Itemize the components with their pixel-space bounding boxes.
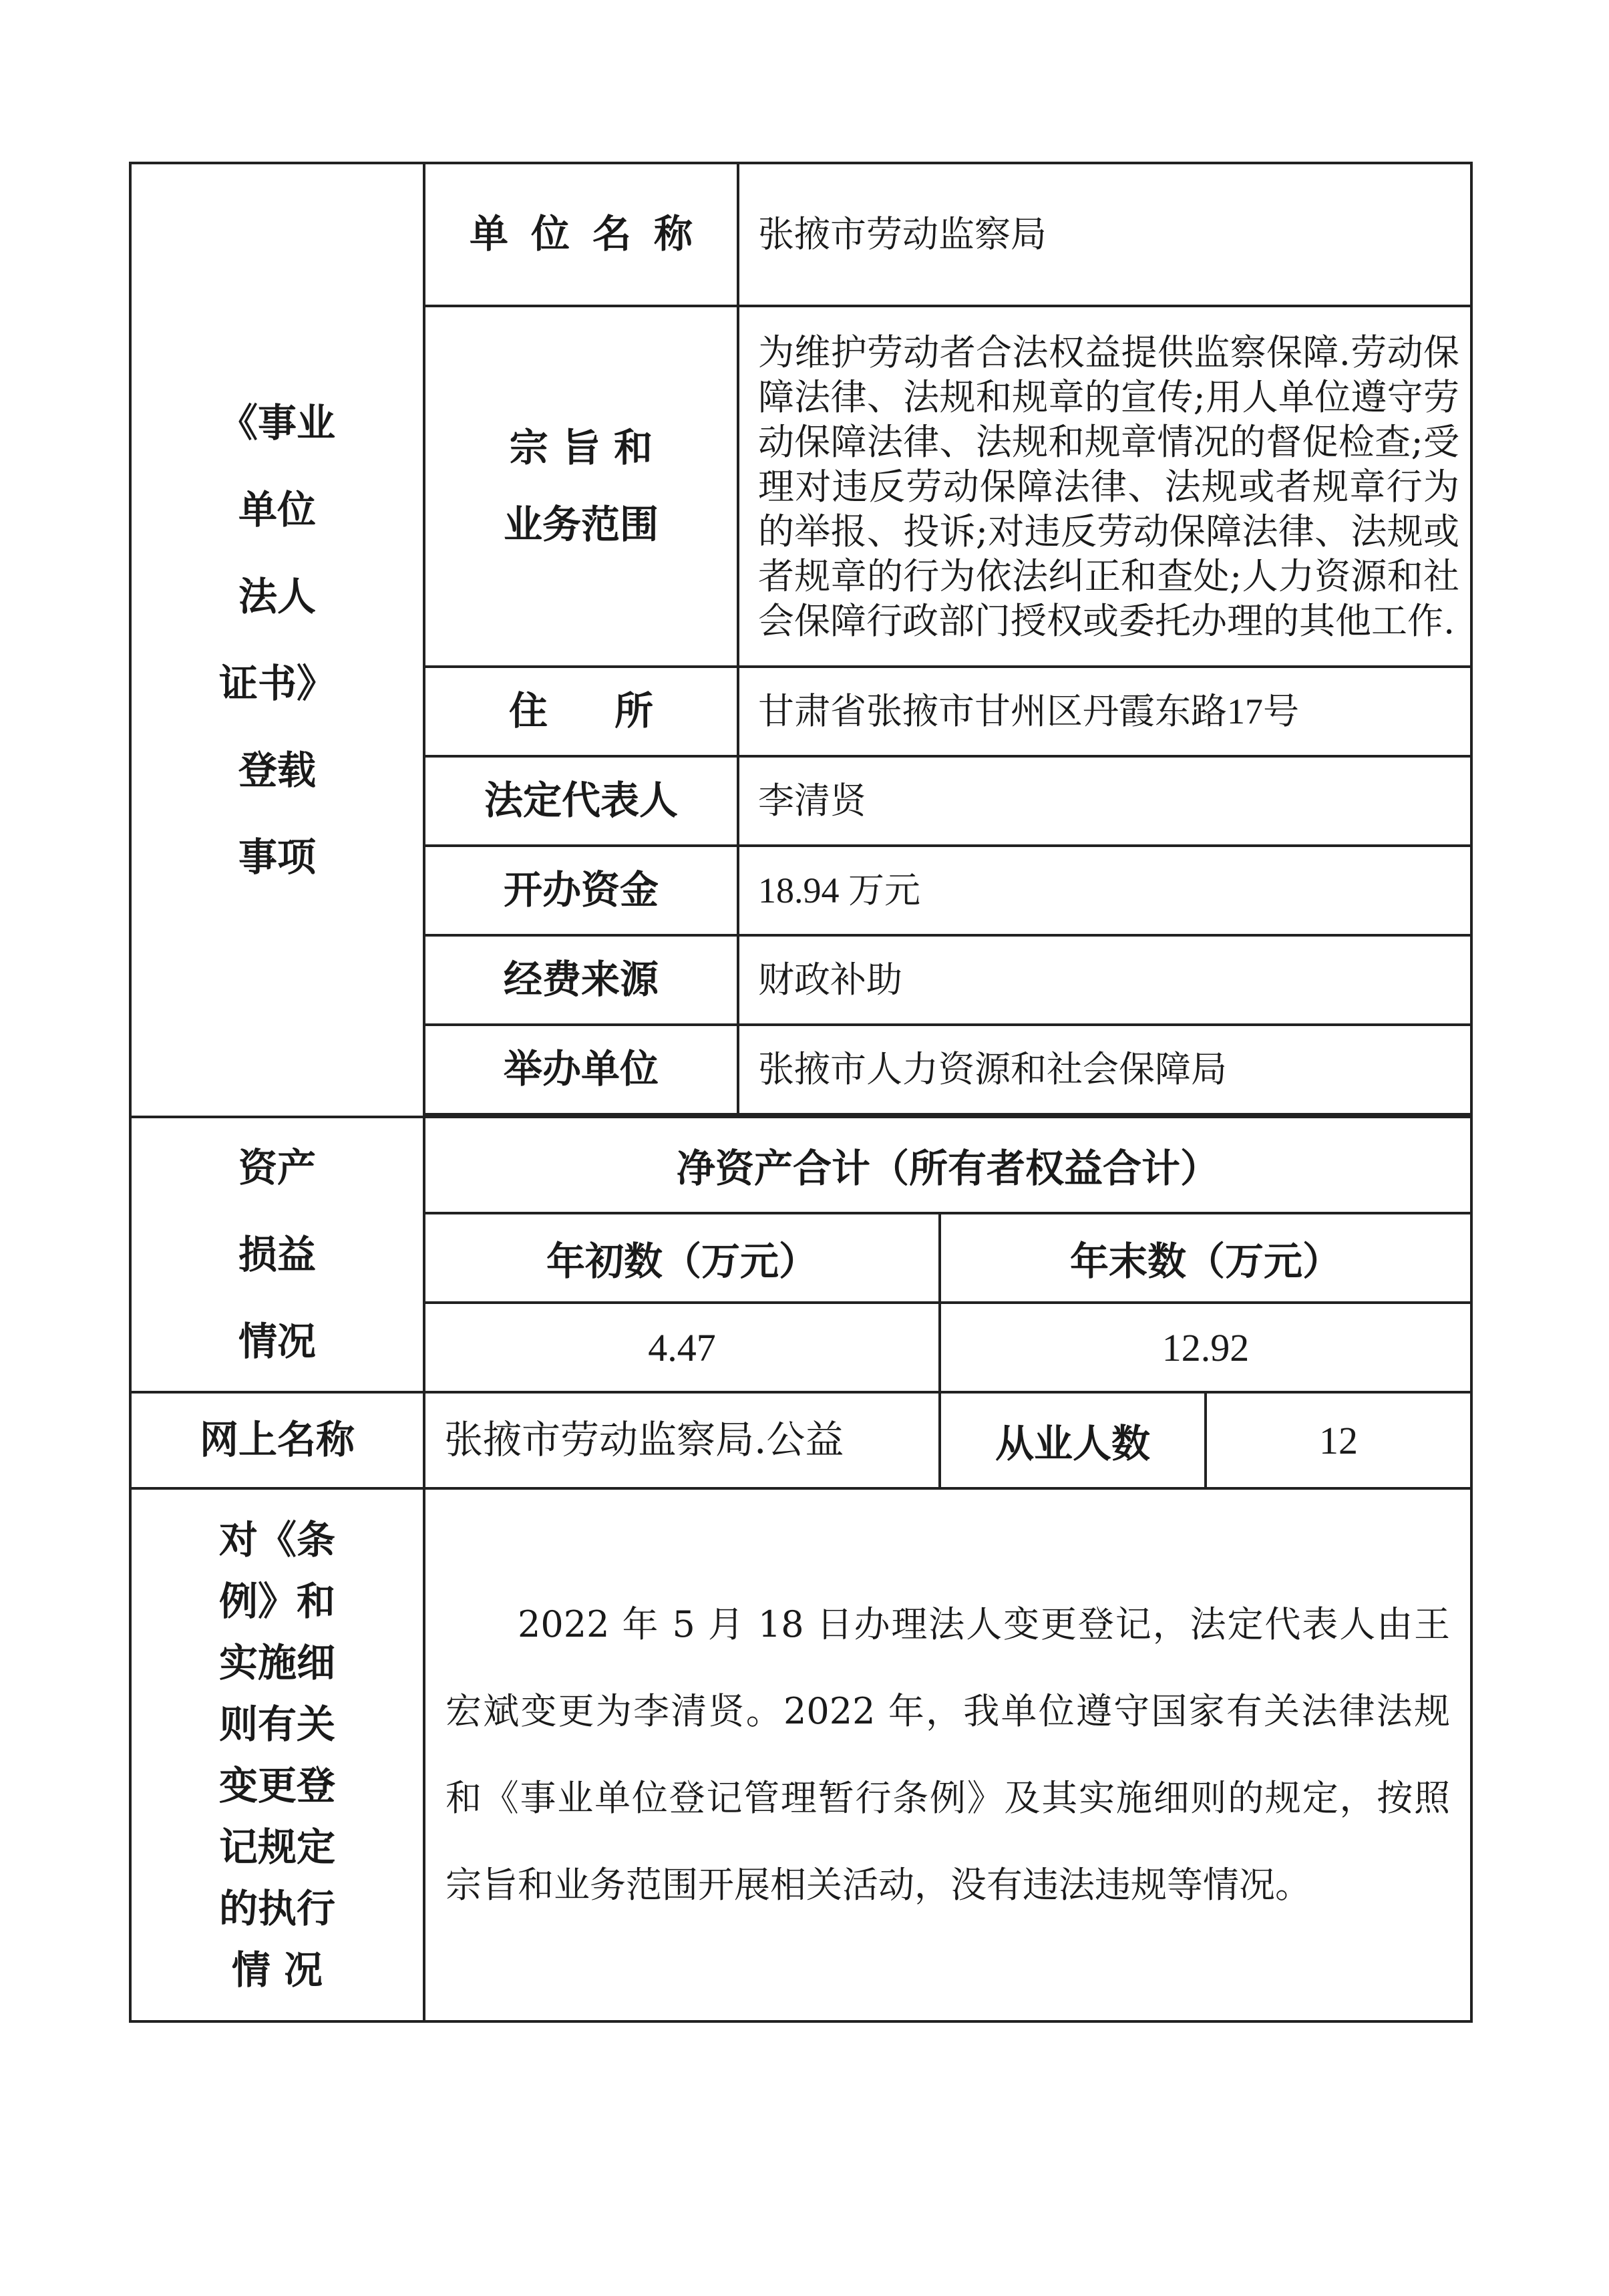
side-line: 实施细 [218,1640,335,1685]
registration-table [129,162,1473,2023]
side-line: 法人 [238,574,316,619]
side-line: 单位 [238,487,316,532]
side-label-registration [130,163,424,1117]
side-line: 例》和 [218,1579,335,1624]
side-line: 的执行 [218,1886,335,1931]
unit-name-value: 张掖市劳动监察局 [738,163,1471,306]
compliance-text: 2022 年 5 月 18 日办理法人变更登记，法定代表人由王宏斌变更为李清贤。2022 年，我单位遵守国家有关法律法规和《事业单位登记管理暂行条例》及其实施细则的规定，按照宗旨和业务范围开展相关活动，没有违法违规等情况。 [424,1488,1471,2021]
sponsor-label: 举办单位 [424,1025,738,1114]
side-line: 记规定 [218,1824,335,1870]
capital-value: 18.94 万元 [738,846,1471,935]
sponsor-value: 张掖市人力资源和社会保障局 [738,1025,1471,1114]
purpose-label-line-1: 宗 旨 和 [509,424,653,470]
purpose-label-line-2: 业务范围 [503,502,659,547]
end-of-year-value: 12.92 [940,1303,1471,1392]
side-line: 情况 [238,1319,316,1364]
side-line: 证书》 [218,661,335,706]
start-of-year-value: 4.47 [424,1303,940,1392]
funding-label: 经费来源 [424,935,738,1025]
legal-rep-label: 法定代表人 [424,756,738,846]
staff-count-label: 从业人数 [940,1392,1206,1488]
purpose-label [424,306,738,667]
capital-label: 开办资金 [424,846,738,935]
staff-count-value: 12 [1206,1392,1471,1488]
net-assets-header: 净资产合计（所有者权益合计） [424,1117,1471,1213]
online-name-label: 网上名称 [130,1392,424,1488]
side-line: 对《条 [218,1517,335,1563]
side-line: 资产 [238,1145,316,1190]
side-line: 事项 [238,834,316,880]
address-label: 住所 [424,667,738,756]
address-value: 甘肃省张掖市甘州区丹霞东路17号 [738,667,1471,756]
legal-rep-value: 李清贤 [738,756,1471,846]
side-line: 损益 [238,1232,316,1277]
side-line: 《事业 [218,400,335,446]
purpose-value: 为维护劳动者合法权益提供监察保障.劳动保障法律、法规和规章的宣传;用人单位遵守劳动保障法律、法规和规章情况的督促检查;受理对违反劳动保障法律、法规或者规章行为的举报、投诉;对违反劳动保障法律、法规或者规章的行为依法纠正和查处;人力资源和社会保障行政部门授权或委托办理的其他工作. [738,306,1471,667]
side-line: 变更登 [218,1763,335,1808]
side-line: 情 况 [231,1947,323,1993]
online-name-value: 张掖市劳动监察局.公益 [424,1392,940,1488]
side-line: 登载 [238,748,316,793]
unit-name-label: 单位名称 [424,163,738,306]
end-of-year-label: 年末数（万元） [940,1213,1471,1303]
side-label-assets [130,1117,424,1392]
start-of-year-label: 年初数（万元） [424,1213,940,1303]
funding-value: 财政补助 [738,935,1471,1025]
side-label-compliance [130,1488,424,2021]
side-line: 则有关 [218,1701,335,1747]
